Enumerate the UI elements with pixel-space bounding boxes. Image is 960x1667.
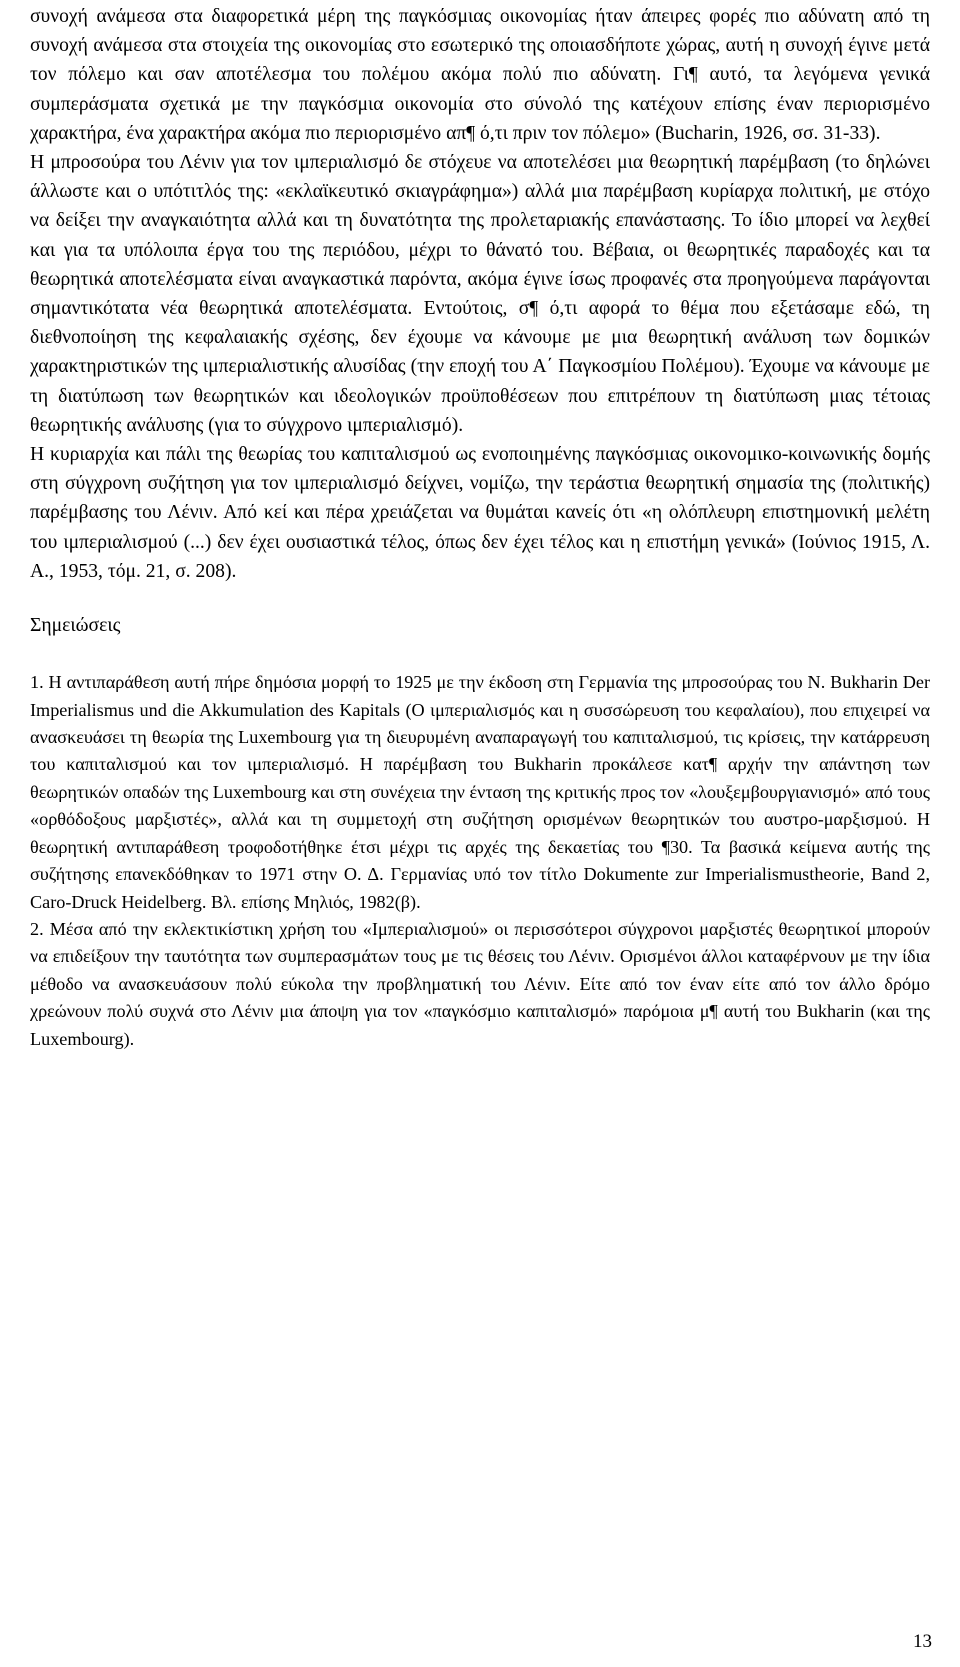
body-paragraph-bucharin-quote: συνοχή ανάμεσα στα διαφορετικά μέρη της παγκόσμιας οικονομίας ήταν άπειρες φορές πιο αδύνατη από τη συνοχή ανάμεσα στα στοιχεία της οικονομίας στο εσωτερικό της οποιασδήποτε χώρας, αυτή η συνοχή έγινε μετά τον πόλεμο και σαν αποτέλεσμα του πολέμου ακόμα πολύ πιο αδύνατη. Γι¶ αυτό, τα λεγόμενα γενικά συμπεράσματα σχετικά με την παγκόσμια οικονομία στο σύνολό της κατέχουν επίσης έναν περιορισμένο χαρακτήρα, ένα χαρακτήρα ακόμα πιο περιορισμένο απ¶ ό,τι πριν τον πόλεμο» (Bucharin, 1926, σσ. 31-33). [30,6,930,144]
notes-heading: Σημειώσεις [30,615,121,637]
footnote-2: 2. Μέσα από την εκλεκτικίστικη χρήση του «Ιμπεριαλισμού» οι περισσότεροι σύγχρονοι μαρξιστές θεωρητικοί μπορούν να επιδείξουν την ταυτότητα των συμπερασμάτων τους με τις θέσεις του Λένιν. Ορισμένοι άλλοι καταφέρνουν με την ίδια μέθοδο να ανασκευάσουν πολύ εύκολα την προβληματική του Λένιν. Είτε από τον έναν είτε από τον άλλο δρόμο χρεώνουν πολύ συχνά στο Λένιν μια άποψη για τον «παγκόσμιο καπιταλισμό» παρόμοια μ¶ αυτή του Bukharin (και της Luxembourg). [30,918,930,1049]
body-paragraph-lenin-pamphlet: Η μπροσούρα του Λένιν για τον ιμπεριαλισμό δε στόχευε να αποτελέσει μια θεωρητική παρέμβαση (το δηλώνει άλλωστε και ο υπότιτλός της: «εκλαϊκευτικό σκιαγράφημα») αλλά μια παρέμβαση κυρίαρχα πολιτική, με στόχο να δείξει την αναγκαιότητα αλλά και τη δυνατότητα της προλεταριακής επανάστασης. Το ίδιο μπορεί να λεχθεί και για τα υπόλοιπα έργα του της περιόδου, μέχρι το θάνατό του. Βέβαια, οι θεωρητικές παραδοχές και τα θεωρητικά αποτελέσματα είναι αναγκαστικά παρόντα, ακόμα έγινε ίσως προφανές στα προηγούμενα παράγονται σημαντικότατα νέα θεωρητικά αποτελέσματα. Εντούτοις, σ¶ ό,τι αφορά το θέμα που εξετάσαμε εδώ, τη διεθνοποίηση της κεφαλαιακής σχέσης, δεν έχουμε να κάνουμε με μια θεωρητική ανάλυση των δομικών χαρακτηριστικών της ιμπεριαλιστικής αλυσίδας (την εποχή του Α΄ Παγκοσμίου Πολέμου). Έχουμε να κάνουμε με τη διατύπωση των θεωρητικών και ιδεολογικών προϋποθέσεων που επιτρέπουν τη διατύπωση μιας τέτοιας θεωρητικής ανάλυσης (για το σύγχρονο ιμπεριαλισμό). [30,152,930,436]
body-paragraph-theory-dominance: Η κυριαρχία και πάλι της θεωρίας του καπιταλισμού ως ενοποιημένης παγκόσμιας οικονομικο-κοινωνικής δομής στη σύγχρονη συζήτηση για τον ιμπεριαλισμό δείχνει, νομίζω, την τεράστια θεωρητική σημασία της (πολιτικής) παρέμβασης του Λένιν. Από κεί και πέρα χρειάζεται να θυμάται κανείς ότι «η ολόπλευρη επιστημονική μελέτη του ιμπεριαλισμού (...) δεν έχει ουσιαστικά τέλος, όπως δεν έχει τέλος και η επιστήμη γενικά» (Ιούνιος 1915, Λ. Α., 1953, τόμ. 21, σ. 208). [30,444,930,582]
document-page [30,2,930,1053]
footnote-1: 1. Η αντιπαράθεση αυτή πήρε δημόσια μορφή το 1925 με την έκδοση στη Γερμανία της μπροσούρας του N. Bukharin Der Imperialismus und die Akkumulation des Kapitals (Ο ιμπεριαλισμός και η συσσώρευση του κεφαλαίου), που επιχειρεί να ανασκευάσει τη θεωρία της Luxembourg για τη διευρυμένη αναπαραγωγή του καπιταλισμού, τις κρίσεις, την κατάρρευση του καπιταλισμού και τον ιμπεριαλισμό. Η παρέμβαση του Bukharin προκάλεσε κατ¶ αρχήν την απάντηση των θεωρητικών οπαδών της Luxembourg και στη συνέχεια την ένταση της κριτικής προς τον «λουξεμβουργιανισμό» από τους «ορθόδοξους μαρξιστές», αλλά και τη συμμετοχή στη συζήτηση ορισμένων θεωρητικών του αυστρο-μαρξισμού. Η θεωρητική αντιπαράθεση τροφοδοτήθηκε έτσι μέχρι τις αρχές της δεκαετίας του ¶30. Τα βασικά κείμενα αυτής της συζήτησης επανεκδόθηκαν το 1971 στην Ο. Δ. Γερμανίας υπό τον τίτλο Dokumente zur Imperialismustheorie, Band 2, Caro-Druck Heidelberg. Βλ. επίσης Μηλιός, 1982(β). [30,672,930,912]
footnotes-list [30,669,930,1053]
page-number: 13 [913,1631,932,1652]
